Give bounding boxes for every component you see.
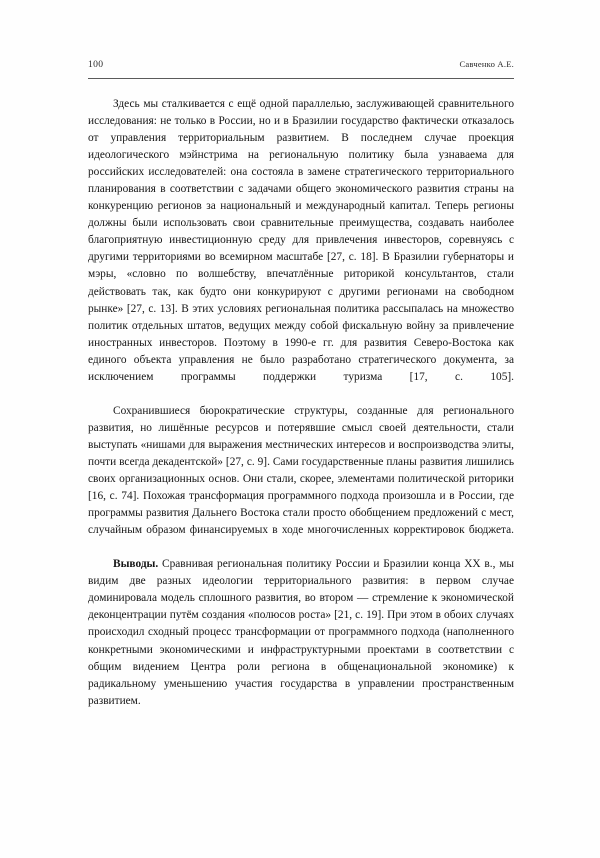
page-number: 100 — [88, 59, 104, 70]
paragraph-2-text: Сохранившиеся бюрократические структуры, созданные для регионального развития, но лишённые ресурсов и потерявшие смысл своей деятельности, стали выступать «нишами для выражения местнических интересов и воспроизводства элиты, почти всегда декадентской» [27, с. 9]. Сами государственные планы развития лишились своих организационных основ. Они стали, скорее, элементами политической риторики [16, с. 74]. Похожая трансформация программного подхода произошла и в России, где программы развития Дальнего Востока стали просто обобщением предложений с мест, случайным образом финансируемых в ходе многочисленных корректировок бюджета. — [88, 404, 514, 537]
body-text-column — [88, 96, 514, 727]
running-head-author: Савченко А.Е. — [459, 59, 514, 69]
conclusions-heading: Выводы. — [113, 558, 159, 571]
running-head — [88, 59, 514, 77]
header-rule — [88, 78, 514, 79]
paragraph-3-text: Сравнивая региональная политику России и Бразилии конца XX в., мы видим две разных идеологии территориального развития: в первом случае доминировала модель сплошного развития, во втором — стремление к экономической деконцентрации путём создания «полюсов роста» [21, с. 19]. При этом в обоих случаях происходил сходный процесс трансформации от программного подхода (наполненного конкретными экономическими и инфраструктурными проектами в соответствии с общим видением Центра роли региона в общенациональной экономике) к радикальному уменьшению участия государства в управлении пространственным развитием. — [88, 558, 514, 707]
paragraph-3 — [88, 556, 514, 726]
paragraph-1-text: Здесь мы сталкивается с ещё одной параллелью, заслуживающей сравнительного исследования: не только в России, но и в Бразилии государство фактически отказалось от управления территориальным развитием. В последнем случае проекция идеологического мэйнстрима на региональную политику была узнаваема для российских исследователей: она состояла в замене стратегического территориального планирования в соответствии с задачами общего экономического развития страны на конкуренцию регионов за национальный и международный капитал. Теперь регионы должны были использовать свои сравнительные преимущества, создавать наиболее благоприятную инвестиционную среду для привлечения инвесторов, соревнуясь с другими территориями во всемирном масштабе [27, с. 18]. В Бразилии губернаторы и мэры, «словно по волшебству, впечатлённые риторикой консультантов, стали действовать так, как будто они конкурируют с другими регионами на свободном рынке» [27, с. 13]. В этих условиях региональная политика рассыпалась на множество политик отдельных штатов, ведущих между собой фискальную войну за привлечение иностранных инвесторов. Поэтому в 1990-е гг. для развития Северо-Востока как единого объекта управления не было разработано стратегического документа, за исключением программы поддержки туризма [17, с. 105]. — [88, 98, 514, 383]
paragraph-2 — [88, 403, 514, 556]
paragraph-1 — [88, 96, 514, 403]
